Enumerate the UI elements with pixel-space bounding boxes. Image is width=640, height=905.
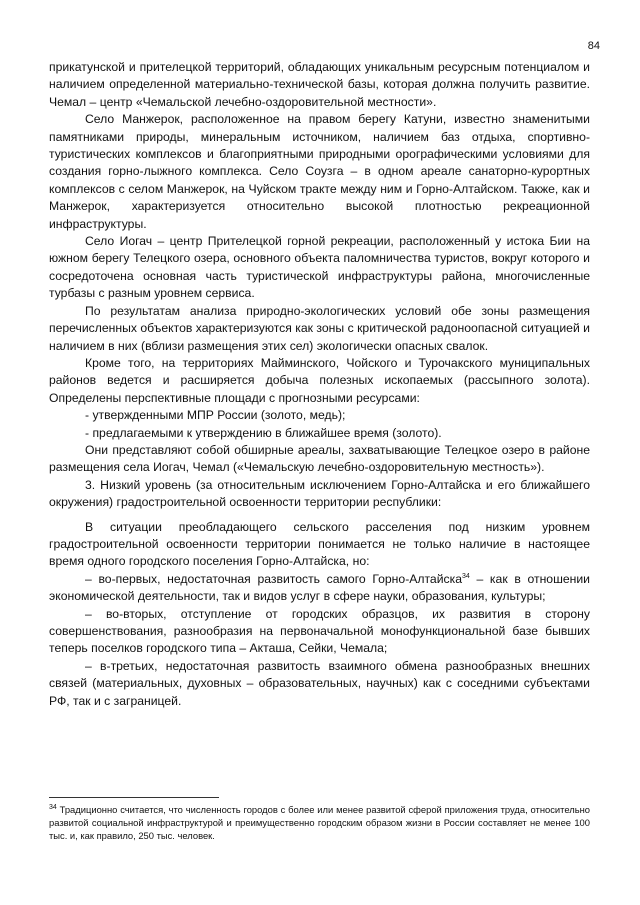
footnote: [49, 803, 590, 842]
footnote-text: Традиционно считается, что численность городов с более или менее развитой сферой приложения труда, относительно развитой социальной инфраструктурой и преимущественно городским образом жизни в России составляет не менее 100 тыс. и, как правило, 250 тыс. человек.: [49, 804, 590, 841]
paragraph-ecology: По результатам анализа природно-экологических условий обе зоны размещения перечисленных объектов характеризуются как зоны с критической радоноопасной ситуацией и наличием в них (вблизи размещения этих сел) экологически опасных свалок.: [49, 303, 590, 353]
paragraph-areas: Они представляют собой обширные ареалы, захватывающие Телецкое озеро в районе размещения села Иогач, Чемал («Чемальскую лечебно-оздоровительную местность»).: [49, 442, 590, 475]
paragraph-mining: Кроме того, на территориях Майминского, Чойского и Турочакского муниципальных районов ведется и расширяется добыча полезных ископаемых (рассыпного золота). Определены перспективные площади с прогнозными ресурсами:: [49, 355, 590, 405]
paragraph-firstly: [49, 571, 590, 606]
list-item-proposed: - предлагаемыми к утверждению в ближайшее время (золото).: [85, 425, 442, 440]
footnote-reference[interactable]: 34: [462, 572, 470, 580]
footnotes: [49, 803, 590, 842]
paragraph-manzherok: Село Манжерок, расположенное на правом берегу Катуни, известно знаменитыми памятниками природы, минеральным источником, наличием баз отдыха, спортивно-туристических комплексов и благоприятными природными орографическими условиями для создания горно-лыжного комплекса. Село Соузга – в одном ареале санаторно-курортных комплексов с селом Манжерок, на Чуйском тракте между ним и Горно-Алтайском. Также, как и Манжерок, характеризуется относительно высокой плотностью рекреационной инфраструктуры.: [49, 112, 590, 231]
footnote-number: 34: [49, 803, 57, 811]
list-item-approved: - утвержденными МПР России (золото, медь);: [85, 408, 346, 423]
body-text: [49, 59, 590, 710]
paragraph-situation: В ситуации преобладающего сельского расселения под низким уровнем градостроительной освоенности территории понимается не только наличие в настоящее время одного городского поселения Горно-Алтайска, но:: [49, 519, 590, 569]
paragraph-secondly: – во-вторых, отступление от городских образцов, их развития в сторону совершенствования, разнообразия на первоначальной монофункциональной базе бывших теперь поселков городского типа – Акташа, Сейки, Чемала;: [49, 606, 590, 656]
paragraph-point-3: 3. Низкий уровень (за относительным исключением Горно-Алтайска и его ближайшего окружения) градостроительной освоенности территории республики:: [49, 477, 590, 510]
firstly-text: – во-первых, недостаточная развитость самого Горно-Алтайска: [85, 571, 462, 586]
firstly-text-continued: – как в отношении экономической деятельности, так и видов услуг в сфере науки, образования, культуры;: [49, 571, 590, 604]
page-number: 84: [587, 40, 600, 52]
footnote-divider: [49, 797, 219, 798]
paragraph-continuation: прикатунской и прителецкой территорий, обладающих уникальным ресурсным потенциалом и наличием определенной материально-технической базы, которая должна получить развитие. Чемал – центр «Чемальской лечебно-оздоровительной местности».: [49, 60, 590, 109]
paragraph-iogach: Село Иогач – центр Прителецкой горной рекреации, расположенный у истока Бии на южном берегу Телецкого озера, основного объекта паломничества туристов, вокруг которого и сосредоточена основная часть туристической инфраструктуры района, многочисленные турбазы с разным уровнем сервиса.: [49, 234, 590, 301]
paragraph-thirdly: – в-третьих, недостаточная развитость взаимного обмена разнообразных внешних связей (материальных, духовных – образовательных, научных) как с соседними субъектами РФ, так и с заграницей.: [49, 658, 590, 708]
